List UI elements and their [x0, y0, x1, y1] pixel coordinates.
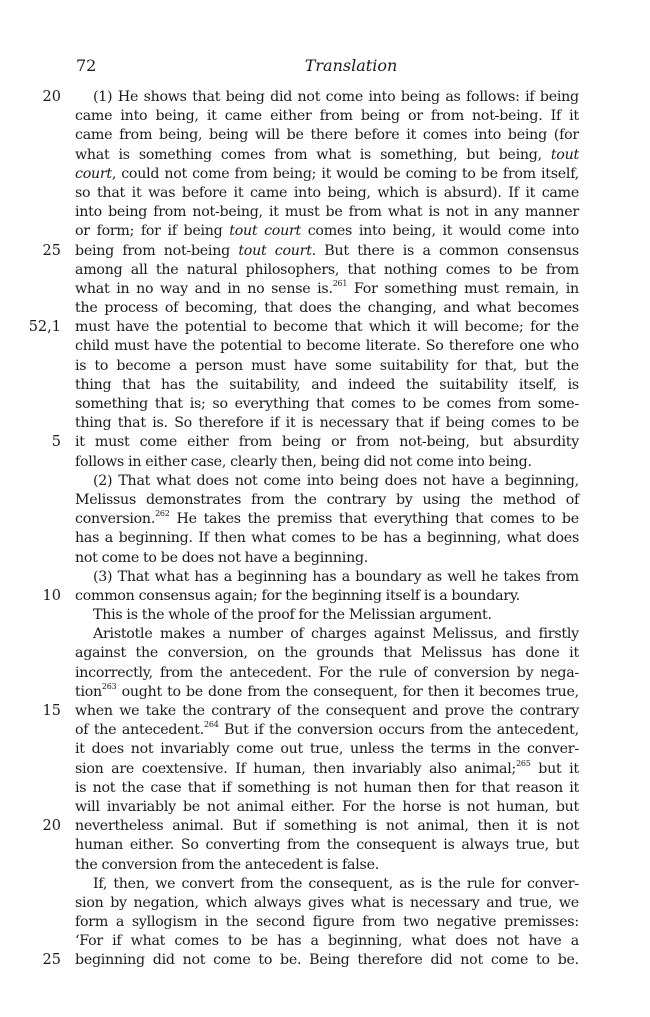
line-text: among all the natural philosophers, that nothing comes to be from — [75, 261, 579, 278]
text-line — [0, 606, 650, 625]
text-line — [0, 856, 650, 875]
text-line — [0, 472, 650, 491]
line-text: it does not invariably come out true, unless the terms in the conver- — [75, 741, 579, 758]
line-text: form a syllogism in the second figure from two negative premisses: — [75, 914, 579, 931]
line-number: 52,1 — [28, 319, 61, 336]
text-line — [0, 875, 650, 894]
text-line — [0, 529, 650, 548]
line-text: so that it was before it came into being, which is absurd). If it came — [75, 184, 579, 201]
text-line — [0, 88, 650, 107]
line-text: came from being, being will be there before it comes into being (for — [75, 127, 579, 144]
line-text: thing that has the suitability, and indeed the suitability itself, is — [75, 376, 579, 393]
line-text: must have the potential to become that which it will become; for the — [75, 319, 579, 336]
line-text: child must have the potential to become literate. So therefore one who — [75, 338, 579, 355]
text-line — [0, 702, 650, 721]
line-text: beginning did not come to be. Being therefore did not come to be. — [75, 952, 579, 969]
line-text: human either. So converting from the consequent is always true, but — [75, 837, 579, 854]
text-line — [0, 817, 650, 836]
text-line — [0, 261, 650, 280]
line-number: 25 — [42, 242, 61, 259]
text-line — [0, 357, 650, 376]
line-text: common consensus again; for the beginning itself is a boundary. — [75, 587, 521, 604]
text-line — [0, 107, 650, 126]
text-line — [0, 721, 650, 740]
text-line — [0, 913, 650, 932]
text-line — [0, 798, 650, 817]
text-line — [0, 510, 650, 529]
running-title: Translation — [304, 56, 398, 75]
line-text: into being from not-being, it must be from what is not in any manner — [75, 204, 579, 221]
line-text: sion by negation, which always gives what is necessary and true, we — [75, 894, 579, 911]
line-text: sion are coextensive. If human, then invariably also animal;$^{265}$ but it — [75, 758, 579, 777]
line-number: 20 — [42, 818, 61, 835]
text-body — [0, 88, 650, 971]
text-line — [0, 453, 650, 472]
line-text: of the antecedent.$^{264}$ But if the conversion occurs from the antecedent, — [75, 720, 579, 739]
page-number: 72 — [76, 56, 97, 75]
line-text: follows in either case, clearly then, being did not come into being. — [75, 453, 532, 470]
line-text: what is something comes from what is something, but being, tout — [75, 146, 579, 163]
line-number: 20 — [42, 89, 61, 105]
line-text: This is the whole of the proof for the Melissian argument. — [93, 607, 492, 624]
line-text: thing that is. So therefore if it is necessary that if being comes to be — [75, 415, 579, 432]
text-line — [0, 740, 650, 759]
text-line — [0, 625, 650, 644]
line-number: 5 — [51, 434, 61, 451]
text-line — [0, 894, 650, 913]
line-text: (3) That what has a beginning has a boundary as well he takes from — [93, 568, 579, 585]
line-text: the process of becoming, that does the changing, and what becomes — [75, 300, 579, 317]
text-line — [0, 587, 650, 606]
text-line — [0, 683, 650, 702]
line-text: tion$^{263}$ ought to be done from the consequent, for then it becomes true, — [75, 682, 579, 700]
text-line — [0, 165, 650, 184]
line-text: incorrectly, from the antecedent. For the rule of conversion by nega- — [75, 664, 579, 681]
line-text: Melissus demonstrates from the contrary by using the method of — [75, 491, 579, 508]
line-text: ‘For if what comes to be has a beginning, what does not have a — [75, 933, 579, 950]
text-line — [0, 433, 650, 452]
text-line — [0, 126, 650, 145]
text-line — [0, 146, 650, 165]
text-line — [0, 664, 650, 683]
line-text: is not the case that if something is not human then for that reason it — [75, 779, 579, 796]
text-line — [0, 644, 650, 663]
line-text: (2) That what does not come into being does not have a beginning, — [93, 472, 579, 489]
text-line — [0, 203, 650, 222]
line-number: 15 — [42, 703, 61, 719]
line-text: against the conversion, on the grounds that Melissus has done it — [75, 645, 579, 662]
line-text: not come to be does not have a beginning. — [75, 549, 369, 566]
line-text: will invariably be not animal either. For the horse is not human, but — [75, 798, 579, 815]
line-text: nevertheless animal. But if something is not animal, then it is not — [75, 818, 579, 835]
line-text: or form; for if being tout court comes into being, it would come into — [75, 223, 579, 240]
text-line — [0, 760, 650, 779]
text-line — [0, 951, 650, 970]
line-text: (1) He shows that being did not come into being as follows: if being — [93, 89, 579, 105]
line-text: it must come either from being or from not-being, but absurdity — [75, 434, 579, 451]
line-text: court, could not come from being; it would be coming to be from itself, — [75, 165, 579, 182]
text-line — [0, 242, 650, 261]
line-text: If, then, we convert from the consequent, as is the rule for conver- — [93, 875, 579, 892]
text-line — [0, 549, 650, 568]
text-line — [0, 184, 650, 203]
text-line — [0, 491, 650, 510]
line-number: 10 — [42, 587, 61, 604]
line-text: has a beginning. If then what comes to be has a beginning, what does — [75, 530, 579, 547]
text-line — [0, 932, 650, 951]
text-line — [0, 337, 650, 356]
text-line — [0, 299, 650, 318]
line-text: when we take the contrary of the consequent and prove the contrary — [75, 703, 579, 719]
text-line — [0, 280, 650, 299]
text-line — [0, 395, 650, 414]
text-line — [0, 414, 650, 433]
line-text: something that is; so everything that comes to be comes from some- — [75, 396, 579, 412]
text-line — [0, 568, 650, 587]
line-text: being from not-being tout court. But there is a common consensus — [75, 242, 579, 259]
text-line — [0, 376, 650, 395]
text-line — [0, 836, 650, 855]
text-line — [0, 318, 650, 337]
text-line — [0, 222, 650, 241]
line-text: the conversion from the antecedent is false. — [75, 856, 379, 873]
text-line — [0, 779, 650, 798]
line-number: 25 — [42, 952, 61, 969]
line-text: Aristotle makes a number of charges against Melissus, and firstly — [93, 626, 579, 643]
line-text: conversion.$^{262}$ He takes the premiss that everything that comes to be — [75, 509, 579, 528]
line-text: what in no way and in no sense is.$^{261}$ For something must remain, in — [75, 279, 579, 297]
line-text: is to become a person must have some suitability for that, but the — [75, 357, 579, 374]
line-text: came into being, it came either from being or from not-being. If it — [75, 108, 579, 125]
